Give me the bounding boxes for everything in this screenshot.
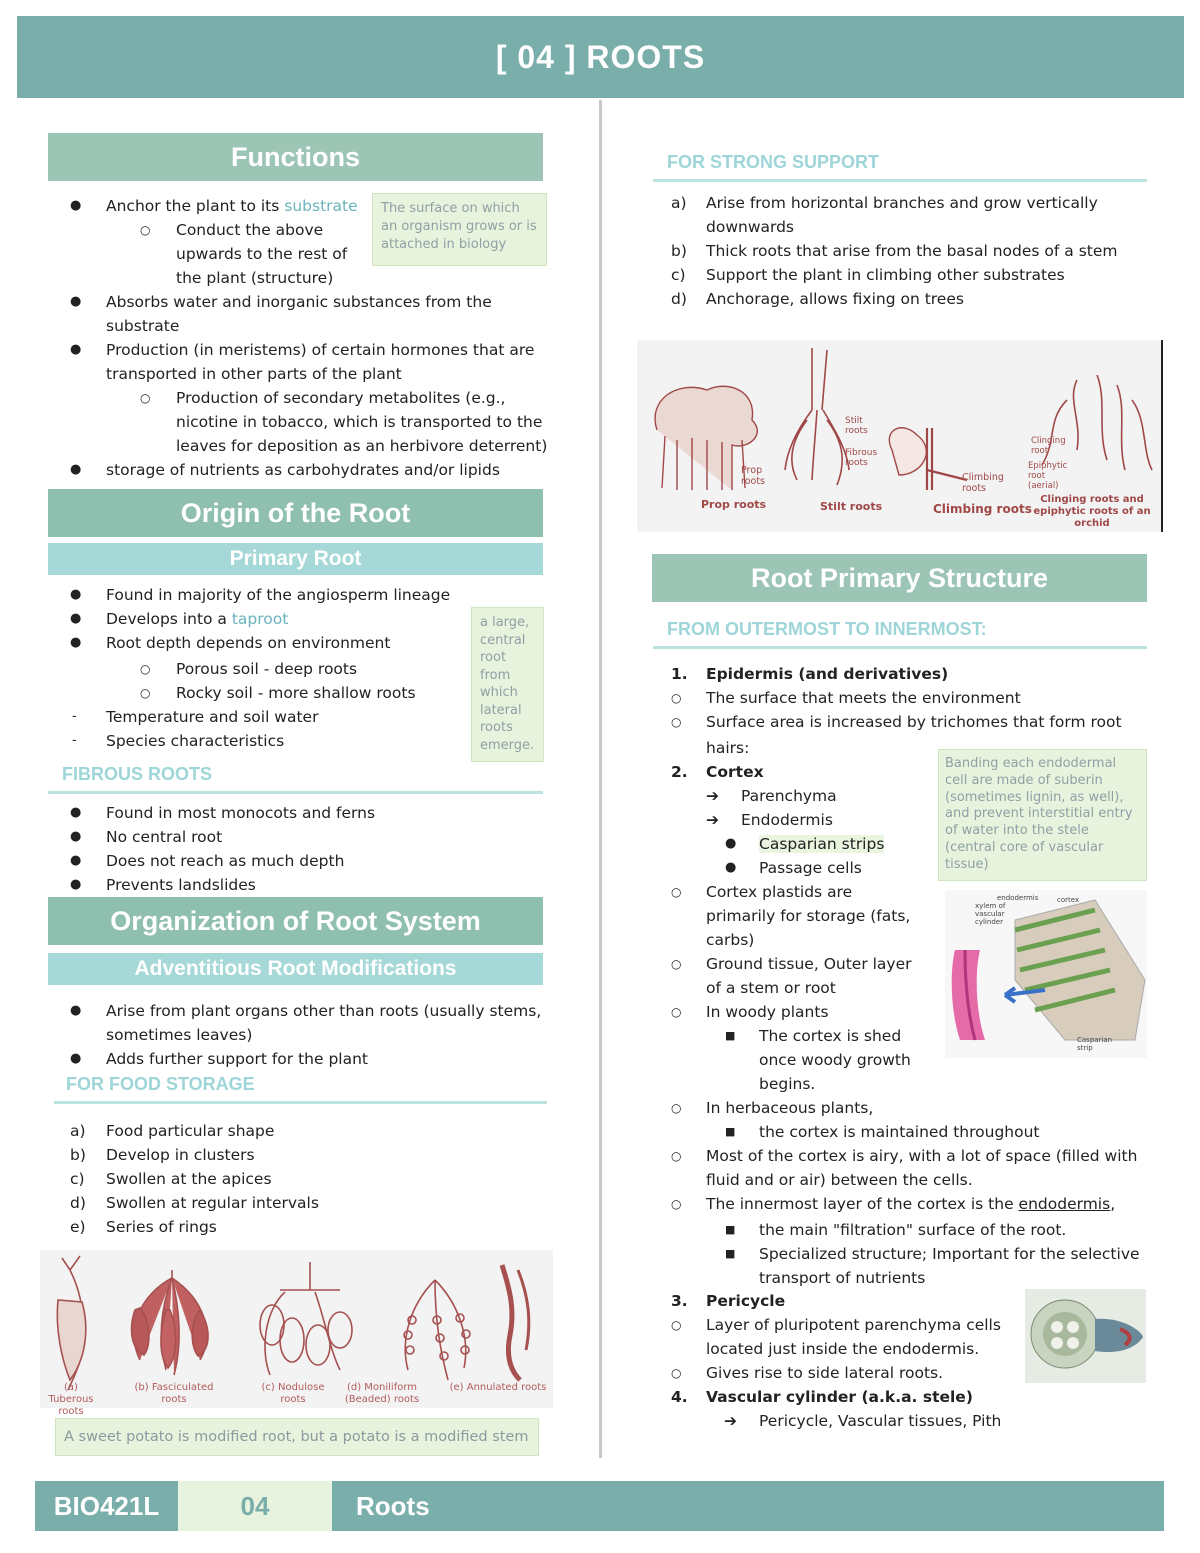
page-title: [ 04 ] ROOTS [17, 16, 1184, 98]
list-item: once woody growth [759, 1051, 911, 1069]
column-divider [599, 100, 602, 1458]
pericycle-item: Pericycle [706, 1292, 786, 1310]
endodermis-figure [945, 890, 1147, 1058]
food-storage-roots-figure [40, 1250, 553, 1417]
climbing-roots-label: Climbing roots [933, 502, 1032, 516]
list-item: Pericycle, Vascular tissues, Pith [759, 1412, 1002, 1430]
circle-bullet-icon: ○ [671, 1005, 682, 1019]
list-item: Food particular shape [106, 1122, 275, 1140]
prop-roots-label: Prop roots [701, 498, 767, 511]
list-item: Prevents landslides [106, 876, 256, 894]
list-marker: d) [671, 290, 687, 308]
adventitious-heading: Adventitious Root Modifications [48, 953, 543, 985]
list-item: Passage cells [759, 859, 862, 877]
list-marker: b) [70, 1146, 86, 1164]
list-item: Thick roots that arise from the basal nodes of a stem [706, 242, 1118, 260]
list-item: Anchor the plant to its substrate [106, 197, 358, 215]
micrograph-illustration [1025, 1289, 1146, 1383]
dash-bullet-icon: - [72, 733, 77, 748]
circle-bullet-icon: ○ [671, 957, 682, 971]
substrate-link[interactable]: substrate [284, 197, 358, 215]
list-item: Develop in clusters [106, 1146, 255, 1164]
food-storage-heading: FOR FOOD STORAGE [54, 1074, 547, 1104]
list-item: Rocky soil - more shallow roots [176, 684, 416, 702]
clinging-root-small-label: Clinging root [1031, 436, 1066, 456]
climbing-roots-small-label: Climbing roots [962, 472, 1004, 494]
footer-number: 04 [178, 1481, 332, 1531]
prop-roots-small-label: Prop roots [741, 465, 765, 487]
list-item: Specialized structure; Important for the selective [759, 1245, 1140, 1263]
bullet-icon: ● [70, 877, 82, 892]
list-item: Cortex plastids are [706, 883, 853, 901]
footer [35, 1481, 1164, 1531]
list-item: Porous soil - deep roots [176, 660, 358, 678]
list-item: Ground tissue, Outer layer [706, 955, 912, 973]
bullet-icon: ● [70, 342, 82, 357]
bullet-icon: ● [70, 198, 82, 213]
circle-bullet-icon: ○ [671, 715, 682, 729]
list-item: upwards to the rest of [176, 245, 348, 263]
square-bullet-icon: ■ [725, 1223, 736, 1236]
circle-bullet-icon: ○ [140, 391, 151, 405]
list-item: leaves for deposition as an herbivore deterrent) [176, 437, 548, 455]
list-item: The cortex is shed [759, 1027, 902, 1045]
bullet-icon: ● [70, 587, 82, 602]
list-item: transported in other parts of the plant [106, 365, 402, 383]
bullet-icon: ● [70, 805, 82, 820]
list-item: Swollen at regular intervals [106, 1194, 319, 1212]
list-marker: c) [70, 1170, 85, 1188]
pericycle-micrograph [1025, 1289, 1146, 1383]
circle-bullet-icon: ○ [140, 223, 151, 237]
dash-bullet-icon: - [72, 709, 77, 724]
list-item: Species characteristics [106, 732, 285, 750]
list-item: transport of nutrients [759, 1269, 926, 1287]
list-item: No central root [106, 828, 223, 846]
list-item: Found in most monocots and ferns [106, 804, 376, 822]
list-item: In woody plants [706, 1003, 829, 1021]
list-marker: a) [671, 194, 687, 212]
list-item: Support the plant in climbing other substrates [706, 266, 1065, 284]
bullet-icon: ● [70, 294, 82, 309]
outermost-innermost-heading: FROM OUTERMOST TO INNERMOST: [653, 619, 1147, 649]
root-primary-structure-heading: Root Primary Structure [652, 554, 1147, 602]
circle-bullet-icon: ○ [140, 662, 151, 676]
cortex-label: cortex [1057, 896, 1080, 904]
tuberous-roots-label: (a) Tuberous roots [48, 1382, 94, 1417]
vascular-cylinder-item: Vascular cylinder (a.k.a. stele) [706, 1388, 973, 1406]
list-item: substrate [106, 317, 180, 335]
list-item: Root depth depends on environment [106, 634, 391, 652]
primary-root-heading: Primary Root [48, 543, 543, 575]
bullet-icon: ● [70, 853, 82, 868]
list-item: the plant (structure) [176, 269, 334, 287]
list-item: the cortex is maintained throughout [759, 1123, 1040, 1141]
substrate-note: The surface on which an organism grows or is attached in biology [372, 193, 547, 266]
list-item: Absorbs water and inorganic substances from the [106, 293, 492, 311]
arrow-icon: ➔ [706, 811, 719, 829]
square-bullet-icon: ■ [725, 1029, 736, 1042]
sweet-potato-note: A sweet potato is modified root, but a potato is a modified stem [55, 1418, 539, 1456]
square-bullet-icon: ■ [725, 1247, 736, 1260]
list-item: The innermost layer of the cortex is the endodermis, [706, 1195, 1116, 1213]
list-item: Conduct the above [176, 221, 324, 239]
casparian-strip-label: Casparian strip [1077, 1036, 1113, 1052]
bullet-icon: ● [70, 1051, 82, 1066]
clinging-roots-label: Clinging roots and epiphytic roots of an orchid [1033, 494, 1151, 529]
annulated-roots-label: (e) Annulated roots [449, 1382, 547, 1393]
bullet-icon: ● [725, 860, 737, 875]
functions-heading: Functions [48, 133, 543, 181]
bullet-icon: ● [70, 462, 82, 477]
bullet-icon: ● [725, 836, 737, 851]
taproot-note: a large, central root from which lateral roots emerge. [471, 607, 544, 762]
strong-support-heading: FOR STRONG SUPPORT [653, 152, 1147, 182]
list-marker: e) [70, 1218, 86, 1236]
list-item: Surface area is increased by trichomes that form root [706, 713, 1122, 731]
list-marker: 1. [671, 665, 688, 683]
list-marker: d) [70, 1194, 86, 1212]
circle-bullet-icon: ○ [671, 885, 682, 899]
arrow-icon: ➔ [706, 787, 719, 805]
circle-bullet-icon: ○ [671, 1197, 682, 1211]
circle-bullet-icon: ○ [671, 1101, 682, 1115]
circle-bullet-icon: ○ [140, 686, 151, 700]
list-item: Arise from plant organs other than roots (usually stems, [106, 1002, 542, 1020]
fibrous-roots-small-label: Fibrous roots [845, 448, 878, 468]
list-item: downwards [706, 218, 795, 236]
list-item: sometimes leaves) [106, 1026, 253, 1044]
circle-bullet-icon: ○ [671, 691, 682, 705]
stilt-roots-small-label: Stilt roots [845, 416, 868, 436]
square-bullet-icon: ■ [725, 1125, 736, 1138]
casparian-strips-highlight: Casparian strips [759, 835, 885, 853]
circle-bullet-icon: ○ [671, 1149, 682, 1163]
list-marker: b) [671, 242, 687, 260]
nodulose-roots-label: (c) Nodulose roots [261, 1382, 325, 1405]
list-item: Production of secondary metabolites (e.g., [176, 389, 506, 407]
list-item: located just inside the endodermis. [706, 1340, 980, 1358]
list-item: The surface that meets the environment [706, 689, 1021, 707]
list-item: carbs) [706, 931, 755, 949]
moniliform-roots-label: (d) Moniliform (Beaded) roots [344, 1382, 420, 1405]
list-marker: 4. [671, 1388, 688, 1406]
xylem-label: xylem of vascular cylinder [975, 902, 1006, 926]
fibrous-roots-heading: FIBROUS ROOTS [48, 764, 543, 794]
list-marker: 2. [671, 763, 688, 781]
list-item: Gives rise to side lateral roots. [706, 1364, 944, 1382]
circle-bullet-icon: ○ [671, 1366, 682, 1380]
list-marker: c) [671, 266, 686, 284]
endodermis-label: endodermis [997, 894, 1039, 902]
list-marker: a) [70, 1122, 86, 1140]
cortex-item: Cortex [706, 763, 764, 781]
footer-topic: Roots [332, 1481, 1164, 1531]
list-item: storage of nutrients as carbohydrates and/or lipids [106, 461, 500, 479]
list-item: Endodermis [741, 811, 833, 829]
list-item: the main "filtration" surface of the root. [759, 1221, 1067, 1239]
support-roots-figure [637, 340, 1163, 532]
list-item: Does not reach as much depth [106, 852, 345, 870]
list-item: Layer of pluripotent parenchyma cells [706, 1316, 1001, 1334]
epidermis-item: Epidermis (and derivatives) [706, 665, 949, 683]
list-item: Swollen at the apices [106, 1170, 272, 1188]
bullet-icon: ● [70, 635, 82, 650]
list-item: Found in majority of the angiosperm lineage [106, 586, 451, 604]
list-item: Adds further support for the plant [106, 1050, 368, 1068]
list-item: Anchorage, allows fixing on trees [706, 290, 964, 308]
taproot-link[interactable]: taproot [231, 610, 289, 628]
list-item: Develops into a taproot [106, 610, 289, 628]
casparian-note: Banding each endodermal cell are made of suberin (sometimes lignin, as well), and prevent interstitial entry of water into the stele (central core of vascular tissue) [938, 749, 1147, 881]
circle-bullet-icon: ○ [671, 1318, 682, 1332]
bullet-icon: ● [70, 1003, 82, 1018]
list-item: In herbaceous plants, [706, 1099, 874, 1117]
list-item: of a stem or root [706, 979, 836, 997]
arrow-icon: ➔ [724, 1412, 737, 1430]
list-item: hairs: [706, 739, 750, 757]
list-item: Arise from horizontal branches and grow vertically [706, 194, 1098, 212]
bullet-icon: ● [70, 611, 82, 626]
list-item: Series of rings [106, 1218, 217, 1236]
list-item: nicotine in tobacco, which is transported to the [176, 413, 543, 431]
list-item: Parenchyma [741, 787, 837, 805]
epiphytic-root-label: Epiphytic root (aerial) [1028, 461, 1068, 491]
list-item: Most of the cortex is airy, with a lot of space (filled with [706, 1147, 1138, 1165]
footer-course: BIO421L [35, 1481, 178, 1531]
list-item: Production (in meristems) of certain hormones that are [106, 341, 535, 359]
bullet-icon: ● [70, 829, 82, 844]
fasciculated-roots-label: (b) Fasciculated roots [134, 1382, 214, 1405]
list-marker: 3. [671, 1292, 688, 1310]
stilt-roots-label: Stilt roots [820, 500, 883, 513]
list-item [759, 832, 884, 856]
list-item: primarily for storage (fats, [706, 907, 911, 925]
organization-heading: Organization of Root System [48, 897, 543, 945]
list-item: fluid and or air) between the cells. [706, 1171, 973, 1189]
list-item: Temperature and soil water [106, 708, 319, 726]
list-item: begins. [759, 1075, 816, 1093]
origin-heading: Origin of the Root [48, 489, 543, 537]
